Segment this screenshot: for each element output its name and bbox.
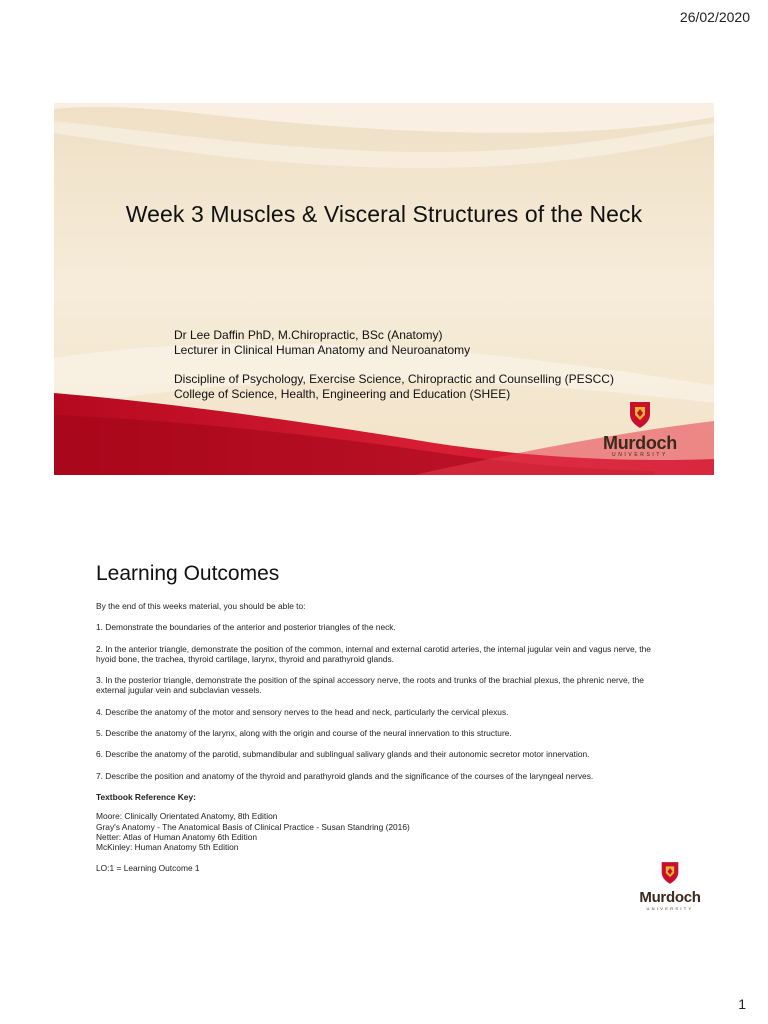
- university-crest-icon: [628, 401, 652, 429]
- reference-list: [96, 811, 656, 852]
- lo-key-text: LO:1 = Learning Outcome 1: [96, 863, 200, 874]
- college-line: College of Science, Health, Engineering and Education (SHEE): [174, 387, 511, 401]
- logo-wordmark: Murdoch: [603, 433, 677, 453]
- author-block: [174, 328, 470, 358]
- outcome-item: 1. Demonstrate the boundaries of the anterior and posterior triangles of the neck.: [96, 622, 396, 633]
- outcome-item: 2. In the anterior triangle, demonstrate the position of the common, internal and external carotid arteries, the internal jugular vein and vagus nerve, the hyoid bone, the trachea, thyroid cartilage, larynx, thyroid and parathyroid glands.: [96, 643, 651, 664]
- murdoch-logo: [632, 861, 708, 912]
- reference-item: Gray's Anatomy - The Anatomical Basis of Clinical Practice - Susan Standring (2016): [96, 821, 410, 832]
- outcome-item: 6. Describe the anatomy of the parotid, submandibular and sublingual salivary glands and their autonomic secretor motor innervation.: [96, 749, 590, 760]
- murdoch-logo: [595, 401, 685, 459]
- intro-text: By the end of this weeks material, you should be able to:: [96, 601, 306, 611]
- logo-wordmark: Murdoch: [639, 889, 701, 906]
- reference-item: McKinley: Human Anatomy 5th Edition: [96, 842, 239, 853]
- learning-outcomes-slide: [54, 540, 714, 910]
- logo-subtitle: UNIVERSITY: [611, 452, 668, 458]
- slide-body: [96, 601, 656, 885]
- discipline-line: Discipline of Psychology, Exercise Science, Chiropractic and Counselling (PESCC): [174, 372, 614, 386]
- reference-item: Netter: Atlas of Human Anatomy 6th Edition: [96, 831, 258, 842]
- outcome-item: 5. Describe the anatomy of the larynx, along with the origin and course of the neural innervation to this structure.: [96, 728, 512, 739]
- author-name-line: Dr Lee Daffin PhD, M.Chiropractic, BSc (Anatomy): [174, 328, 443, 342]
- page-date: 26/02/2020: [679, 9, 750, 25]
- author-role-line: Lecturer in Clinical Human Anatomy and Neuroanatomy: [174, 343, 471, 357]
- title-slide: [54, 103, 714, 475]
- logo-subtitle: UNIVERSITY: [646, 906, 694, 911]
- department-block: [174, 372, 614, 402]
- slide-title: Week 3 Muscles & Visceral Structures of the Neck: [125, 201, 643, 227]
- page-number: 1: [738, 996, 746, 1012]
- outcome-item: 7. Describe the position and anatomy of the thyroid and parathyroid glands and the significance of the courses of the laryngeal nerves.: [96, 770, 594, 781]
- outcome-item: 3. In the posterior triangle, demonstrate the position of the spinal accessory nerve, the roots and trunks of the brachial plexus, the phrenic nerve, the external jugular vein and subclavian vessels.: [96, 675, 644, 696]
- slide-heading: Learning Outcomes: [96, 562, 280, 585]
- university-crest-icon: [660, 861, 680, 885]
- reference-item: Moore: Clinically Orientated Anatomy, 8th Edition: [96, 811, 278, 822]
- reference-key-heading: Textbook Reference Key:: [96, 791, 196, 802]
- outcome-item: 4. Describe the anatomy of the motor and sensory nerves to the head and neck, particularly the cervical plexus.: [96, 706, 509, 717]
